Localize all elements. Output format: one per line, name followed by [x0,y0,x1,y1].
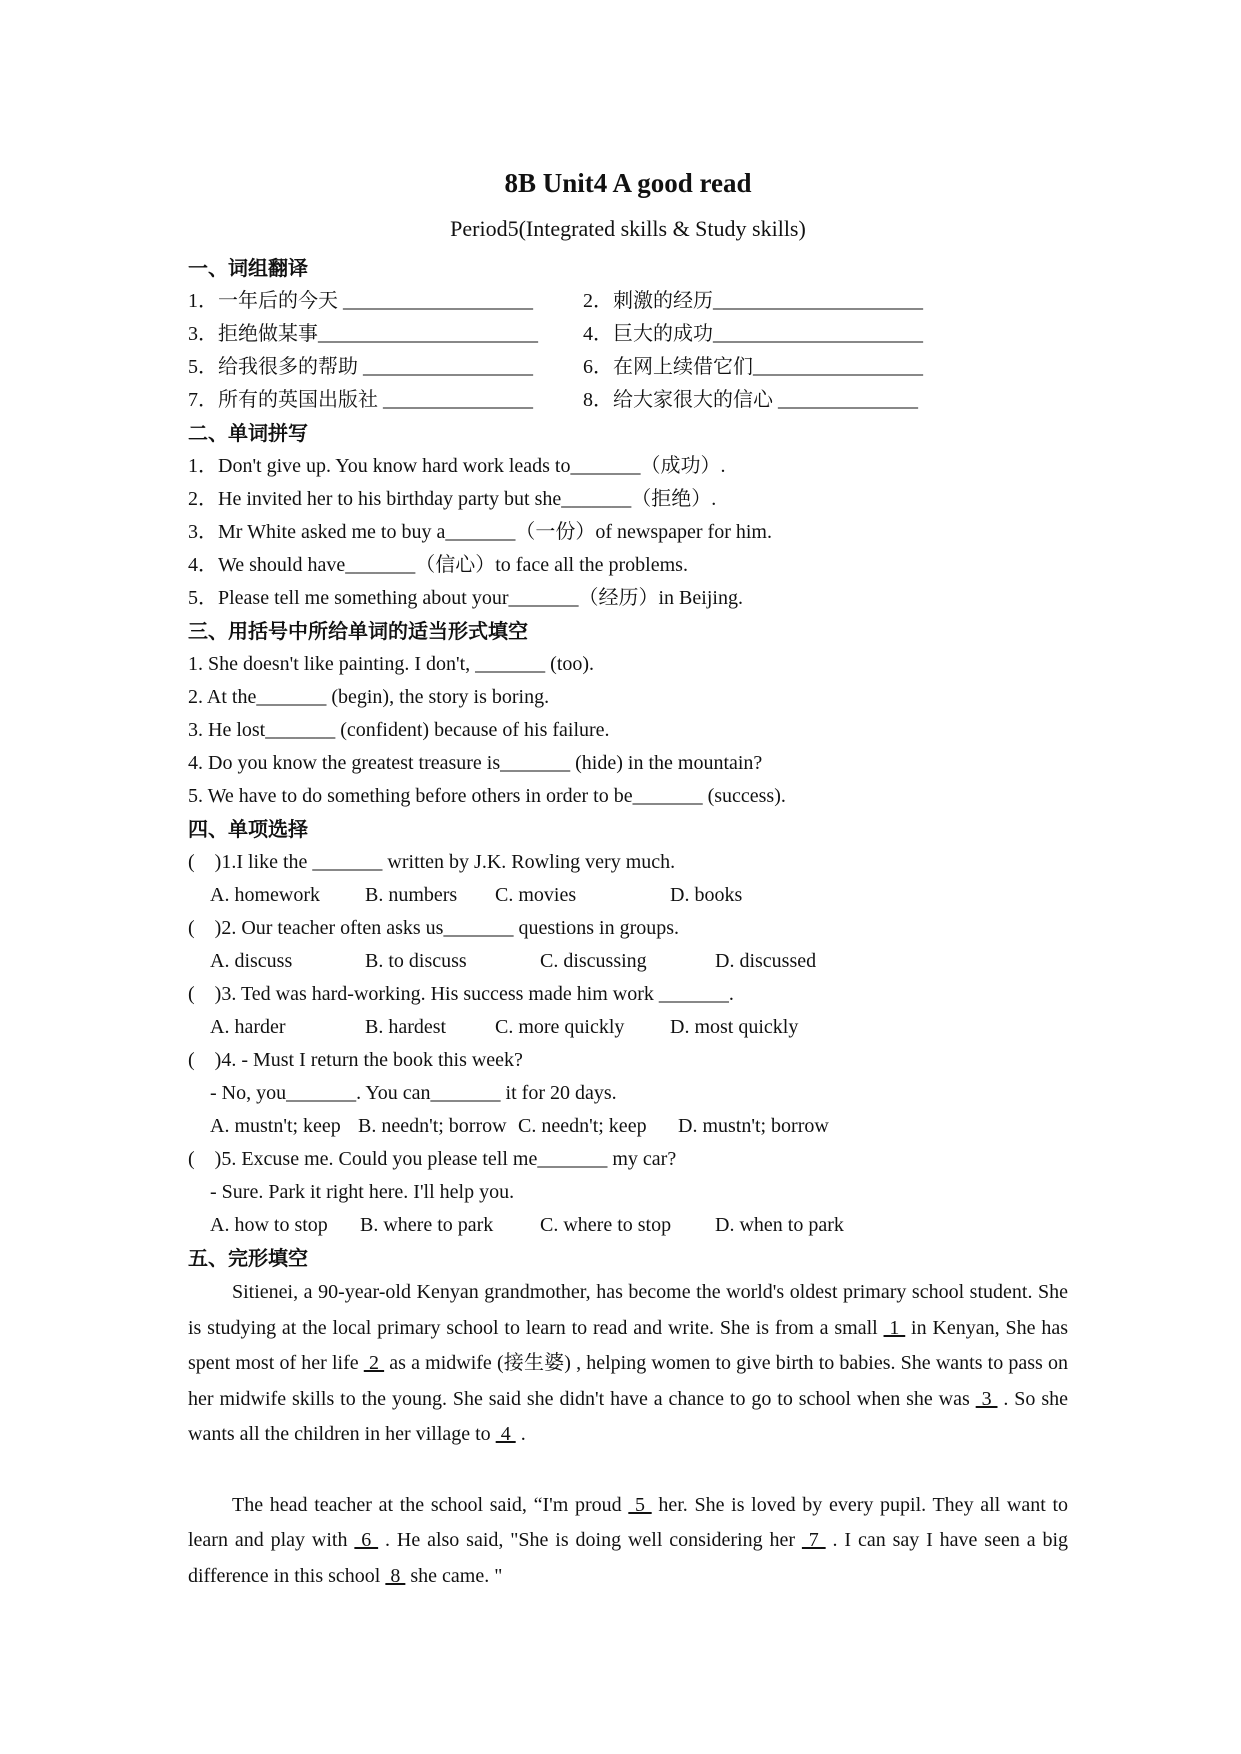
spelling-item: 2．He invited her to his birthday party but she_______（拒绝）. [188,488,717,510]
mc-option: C. needn't; keep [518,1115,647,1137]
phrase-item: 2．刺激的经历_____________________ [583,290,923,312]
mc-option: C. more quickly [495,1016,625,1038]
mc-option: C. discussing [540,950,647,972]
cloze-text: . So she wants all the children in her village to [188,1387,1069,1445]
mc-option: A. harder [210,1016,286,1038]
mc-question-line: - No, you_______. You can_______ it for 20 days. [210,1082,617,1104]
mc-question-stem: ( )3. Ted was hard-working. His success made him work _______. [188,983,734,1005]
cloze-text: in Kenyan, She has spent most of her life [188,1316,1068,1374]
phrase-translation-grid [188,285,1068,417]
cloze-blank: 8 [385,1564,406,1587]
word-form-item: 1. She doesn't like painting. I don't, _______ (too). [188,653,595,675]
mc-option: B. to discuss [365,950,467,972]
phrase-item: 6．在网上续借它们_________________ [583,356,923,378]
section-3-heading: 三、用括号中所给单词的适当形式填空 [188,619,528,643]
section-5-heading: 五、完形填空 [188,1246,308,1270]
word-form-item: 4. Do you know the greatest treasure is_______ (hide) in the mountain? [188,752,763,774]
page-subtitle: Period5(Integrated skills & Study skills) [450,216,806,241]
phrase-item: 8．给大家很大的信心 ______________ [583,389,918,411]
mc-option: A. homework [210,884,320,906]
phrase-item: 1．一年后的今天 ___________________ [188,290,533,312]
mc-question-stem: ( )1.I like the _______ written by J.K. Rowling very much. [188,851,676,873]
cloze-blank: 2 [363,1352,385,1374]
cloze-text: as a midwife (接生婆) , helping women to give birth to babies. She wants to pass on her midwife skills to the young. She said she didn't have a chance to go to school when she was [188,1352,1068,1410]
cloze-text: her. She is loved by every pupil. They all want to learn and play with [188,1493,1069,1551]
spelling-item: 1．Don't give up. You know hard work leads to_______（成功）. [188,455,726,477]
cloze-blank: 7 [801,1529,826,1551]
section-4-heading: 四、单项选择 [188,817,308,841]
phrase-item: 4．巨大的成功_____________________ [583,323,923,345]
mc-option: B. needn't; borrow [358,1115,507,1137]
mc-options [188,1011,1068,1044]
mc-options [188,1110,1068,1143]
cloze-text: . I can say I have seen a big difference in this school [188,1529,1069,1587]
mc-option: D. most quickly [670,1016,799,1038]
cloze-blank: 6 [354,1529,379,1551]
word-form-item: 3. He lost_______ (confident) because of his failure. [188,719,610,741]
mc-options [188,1209,1068,1242]
phrase-item: 3．拒绝做某事______________________ [188,323,538,345]
mc-option: D. when to park [715,1214,844,1236]
mc-options [188,879,1068,912]
page-title: 8B Unit4 A good read [504,168,752,198]
mc-question-stem: ( )4. - Must I return the book this week? [188,1049,523,1071]
section-2-heading: 二、单词拼写 [188,421,308,445]
mc-option: B. numbers [365,884,458,906]
mc-option: A. mustn't; keep [210,1115,341,1137]
cloze-text: Sitienei, a 90-year-old Kenyan grandmother, has become the world's oldest primary school student. She is studying at the local primary school to learn to read and write. She is from a small [188,1281,1068,1339]
mc-question-stem: ( )5. Excuse me. Could you please tell me_______ my car? [188,1148,677,1170]
spelling-item: 5．Please tell me something about your_______（经历）in Beijing. [188,587,743,609]
cloze-text: . [515,1423,526,1445]
cloze-text: The head teacher at the school said, “I'm proud [232,1493,629,1516]
spelling-item: 3．Mr White asked me to buy a_______（一份）of newspaper for him. [188,521,772,543]
mc-question-line: - Sure. Park it right here. I'll help you. [210,1181,515,1203]
phrase-item: 5．给我很多的帮助 _________________ [188,356,533,378]
mc-option: C. where to stop [540,1214,672,1236]
cloze-text: she came. " [405,1564,503,1587]
mc-option: D. discussed [715,950,817,972]
spelling-item: 4．We should have_______（信心）to face all the problems. [188,554,688,576]
mc-option: B. where to park [360,1214,494,1236]
phrase-item: 7．所有的英国出版社 _______________ [188,389,533,411]
worksheet-page [188,160,1068,1594]
mc-option: A. discuss [210,950,293,972]
section-1-heading: 一、词组翻译 [188,256,308,280]
cloze-text: . He also said, "She is doing well considering her [378,1529,802,1551]
cloze-paragraph-2 [188,1488,1068,1595]
cloze-blank: 4 [495,1423,516,1445]
cloze-blank: 5 [628,1493,652,1516]
mc-option: D. mustn't; borrow [678,1115,829,1137]
mc-question-stem: ( )2. Our teacher often asks us_______ questions in groups. [188,917,680,939]
mc-option: B. hardest [365,1016,447,1038]
mc-options [188,945,1068,978]
word-form-item: 5. We have to do something before others in order to be_______ (success). [188,785,786,807]
cloze-paragraph-1 [188,1275,1068,1453]
mc-option: C. movies [495,884,577,906]
word-form-item: 2. At the_______ (begin), the story is boring. [188,686,550,708]
mc-option: A. how to stop [210,1214,328,1236]
cloze-blank: 3 [975,1387,998,1410]
paragraph-gap [188,1453,1068,1488]
mc-option: D. books [670,884,743,906]
cloze-blank: 1 [883,1316,906,1339]
